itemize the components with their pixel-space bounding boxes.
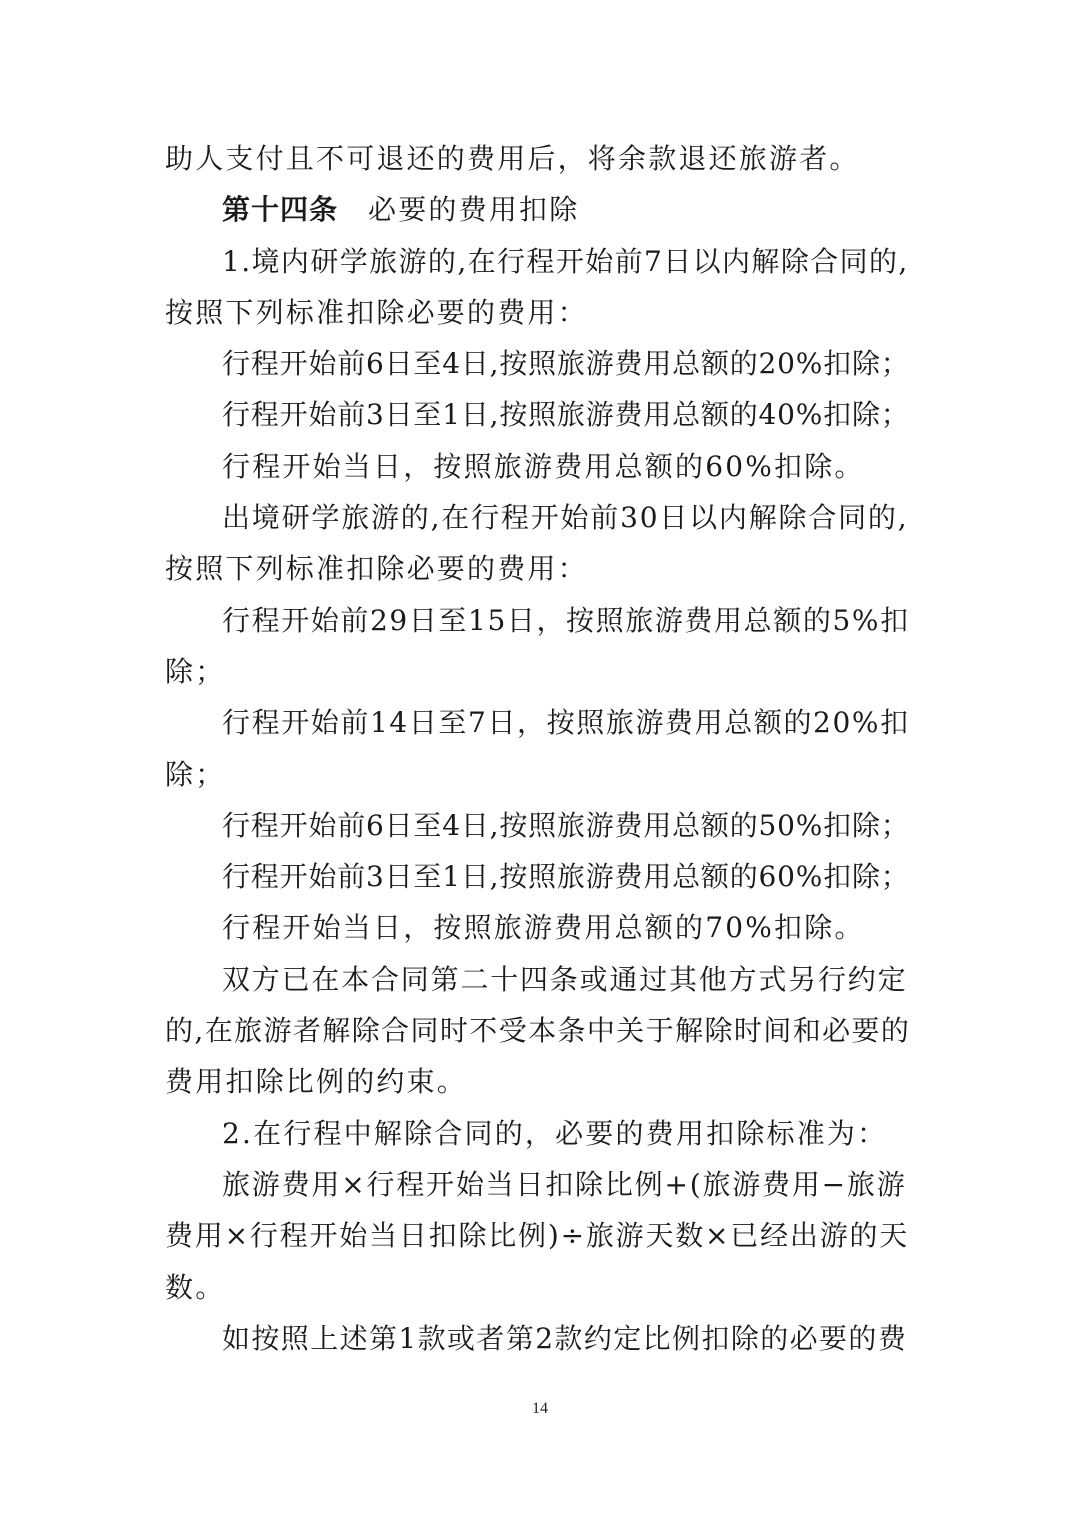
text-line: 行程开始前29日至15日，按照旅游费用总额的5%扣: [222, 603, 910, 637]
article-number: 第十四条: [222, 193, 339, 227]
text-line: 费用扣除比例的约束。: [165, 1065, 468, 1099]
text-line: 除；: [165, 757, 226, 791]
text-line: 1.境内研学旅游的,在行程开始前7日以内解除合同的,: [222, 244, 909, 278]
text-line: 按照下列标准扣除必要的费用：: [165, 295, 588, 329]
text-line: 行程开始前6日至4日,按照旅游费用总额的50%扣除；: [222, 808, 910, 842]
document-body: [165, 133, 910, 1364]
text-line: 行程开始前14日至7日，按照旅游费用总额的20%扣: [222, 706, 910, 740]
text-line: 除；: [165, 654, 226, 688]
text-line: 按照下列标准扣除必要的费用：: [165, 552, 588, 586]
text-line: 出境研学旅游的,在行程开始前30日以内解除合同的,: [222, 501, 909, 535]
text-line: 的,在旅游者解除合同时不受本条中关于解除时间和必要的: [165, 1014, 911, 1048]
page-number: 14: [532, 1400, 548, 1417]
text-line: 行程开始当日，按照旅游费用总额的70%扣除。: [222, 911, 865, 945]
article-name: 必要的费用扣除: [368, 193, 580, 227]
text-line: 行程开始前6日至4日,按照旅游费用总额的20%扣除；: [222, 347, 910, 381]
text-line: 费用×行程开始当日扣除比例)÷旅游天数×已经出游的天: [165, 1219, 910, 1253]
article-heading: [165, 184, 910, 235]
text-line: 行程开始当日，按照旅游费用总额的60%扣除。: [222, 449, 865, 483]
text-line: 2.在行程中解除合同的，必要的费用扣除标准为：: [222, 1116, 888, 1150]
text-line: 双方已在本合同第二十四条或通过其他方式另行约定: [222, 962, 908, 996]
text-line: 助人支付且不可退还的费用后，将余款退还旅游者。: [165, 142, 860, 175]
text-line: 行程开始前3日至1日,按照旅游费用总额的40%扣除；: [222, 398, 910, 432]
text-line: 行程开始前3日至1日,按照旅游费用总额的60%扣除；: [222, 860, 910, 894]
text-line: 数。: [165, 1270, 226, 1304]
text-line: 旅游费用×行程开始当日扣除比例+(旅游费用−旅游: [222, 1167, 907, 1201]
text-line: 如按照上述第1款或者第2款约定比例扣除的必要的费: [222, 1321, 908, 1355]
